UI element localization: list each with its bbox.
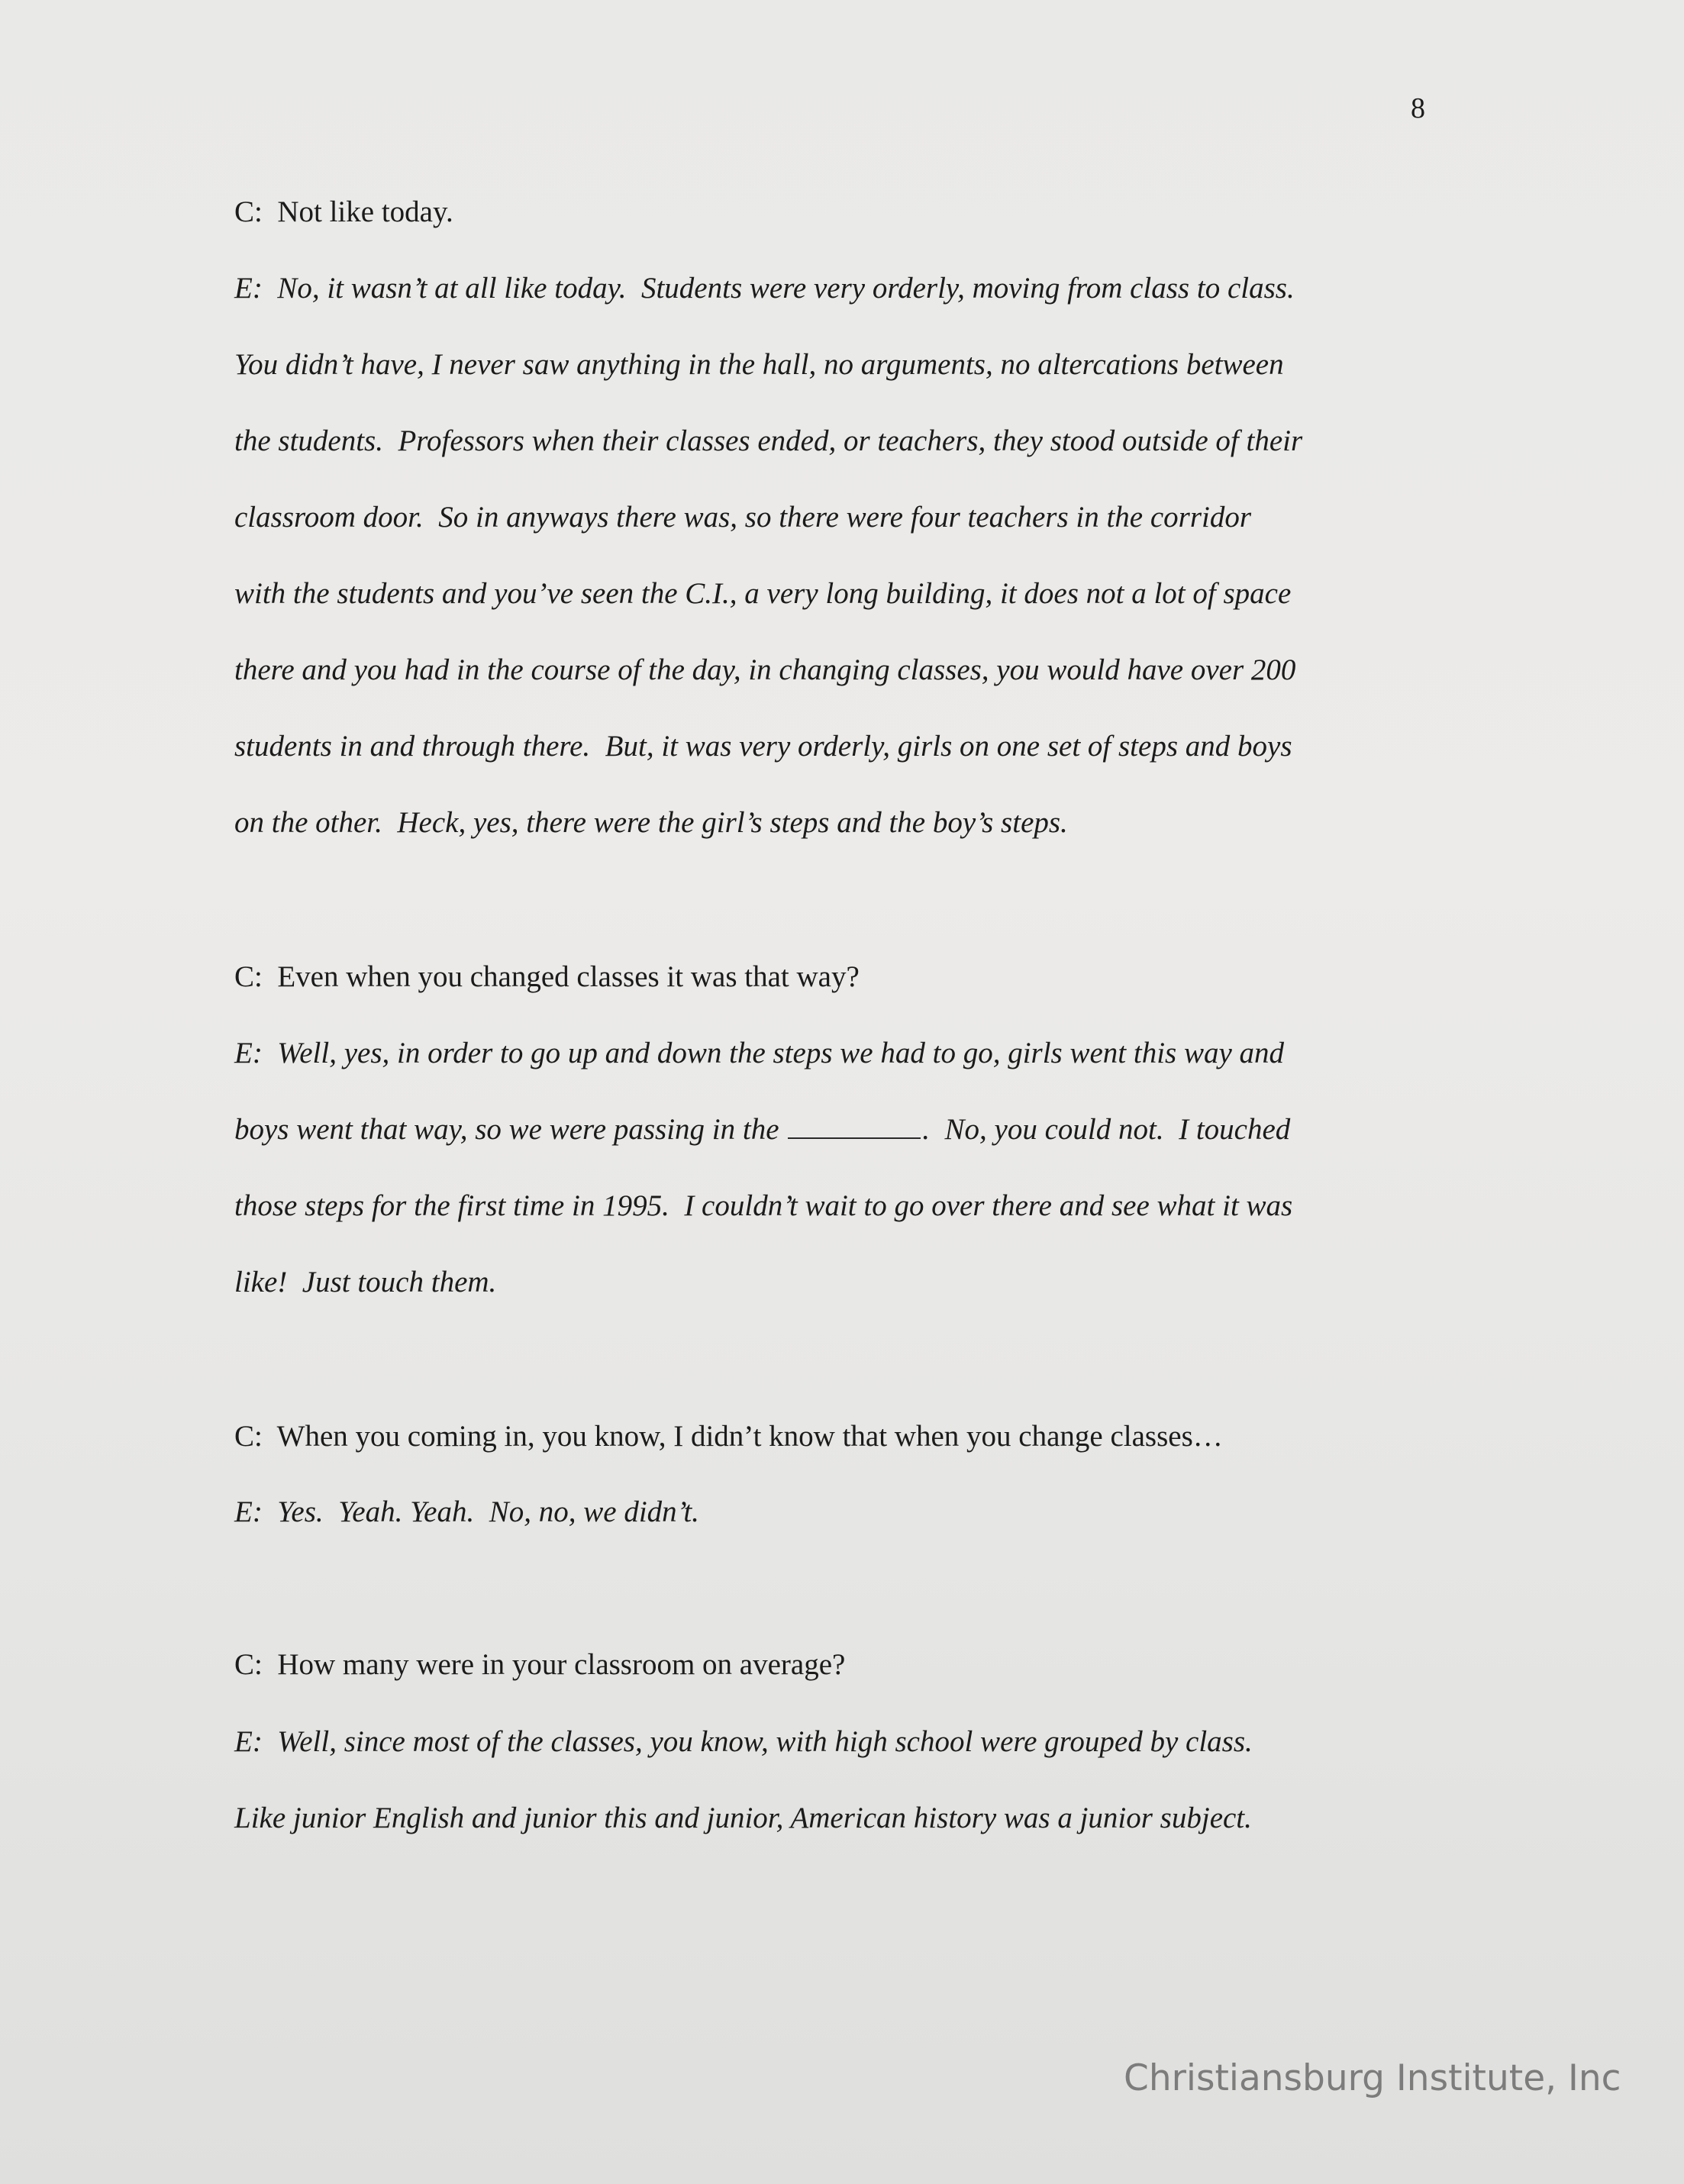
blank-line-before: boys went that way, so we were passing in the	[234, 1113, 779, 1146]
interviewee-line: Like junior English and junior this and junior, American history was a junior subject.	[234, 1802, 1252, 1834]
interviewee-line: the students. Professors when their classes ended, or teachers, they stood outside of their	[234, 424, 1303, 457]
interviewee-line: You didn’t have, I never saw anything in the hall, no arguments, no altercations between	[234, 348, 1284, 381]
interviewee-line-with-blank	[234, 1111, 1290, 1148]
illegible-blank	[788, 1115, 921, 1139]
interviewee-line: E: Well, yes, in order to go up and down the steps we had to go, girls went this way and	[234, 1037, 1285, 1069]
blank-line-after: . No, you could not. I touched	[922, 1113, 1291, 1146]
interviewee-line: those steps for the first time in 1995. I couldn’t wait to go over there and see what it was	[234, 1189, 1293, 1222]
page-number: 8	[1411, 92, 1425, 124]
interviewee-line: E: Yes. Yeah. Yeah. No, no, we didn’t.	[234, 1495, 699, 1528]
interviewee-line: there and you had in the course of the day, in changing classes, you would have over 200	[234, 653, 1296, 686]
interviewee-line: E: Well, since most of the classes, you know, with high school were grouped by class.	[234, 1725, 1253, 1758]
interviewee-line: classroom door. So in anyways there was, so there were four teachers in the corridor	[234, 501, 1252, 534]
interviewer-line: C: When you coming in, you know, I didn’t know that when you change classes…	[234, 1420, 1223, 1453]
watermark: Christiansburg Institute, Inc	[1124, 2057, 1621, 2099]
interviewer-line: C: Not like today.	[234, 195, 453, 228]
interviewee-line: with the students and you’ve seen the C.I., a very long building, it does not a lot of space	[234, 577, 1292, 610]
interviewee-line: students in and through there. But, it was very orderly, girls on one set of steps and boys	[234, 730, 1292, 763]
interviewer-line: C: How many were in your classroom on average?	[234, 1648, 846, 1681]
interviewee-line: on the other. Heck, yes, there were the girl’s steps and the boy’s steps.	[234, 806, 1068, 839]
interviewee-line: like! Just touch them.	[234, 1266, 497, 1298]
interviewer-line: C: Even when you changed classes it was that way?	[234, 960, 860, 993]
interviewee-line: E: No, it wasn’t at all like today. Students were very orderly, moving from class to class.	[234, 272, 1295, 305]
